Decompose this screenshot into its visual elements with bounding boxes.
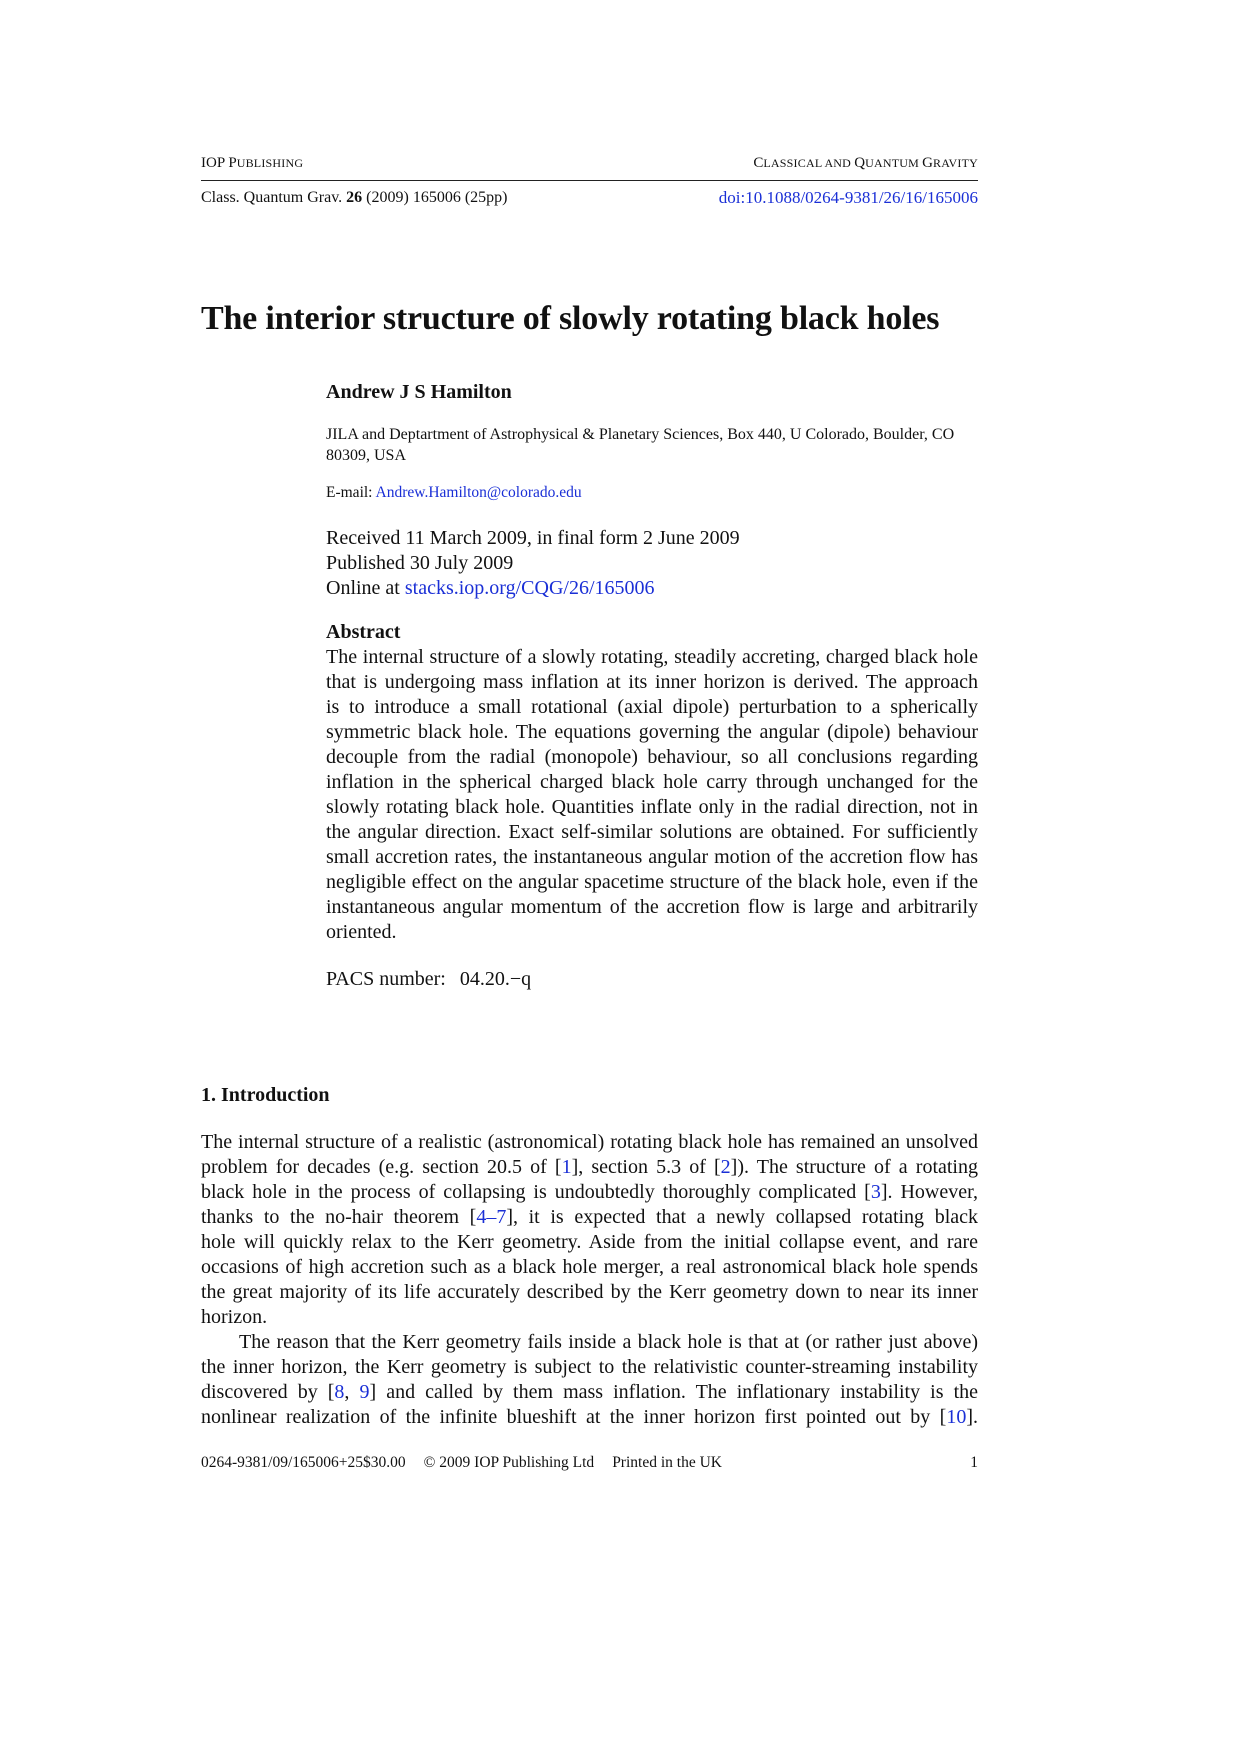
body-line	[201, 1280, 978, 1305]
body-text: horizon.	[201, 1306, 268, 1328]
section-body	[201, 1130, 978, 1430]
body-line	[201, 1205, 978, 1230]
abstract-line: decouple from the radial (monopole) behaviour, so all conclusions regarding	[326, 746, 978, 768]
footer-info	[201, 1454, 740, 1472]
publication-dates	[326, 526, 740, 601]
footer-copyright: © 2009 IOP Publishing Ltd	[423, 1454, 595, 1471]
pacs-value: 04.20.−q	[459, 968, 532, 990]
body-text: the great majority of its life accurately described by the Kerr geometry down to near its inner	[201, 1281, 978, 1303]
abstract-line: inflation in the spherical charged black hole carry through unchanged for the	[326, 771, 978, 793]
abstract-body	[326, 645, 978, 945]
abstract-heading: Abstract	[326, 621, 401, 643]
body-line	[201, 1180, 978, 1205]
body-text: ], it is expected that a newly collapsed rotating black	[506, 1206, 979, 1228]
email-line	[326, 484, 582, 502]
abstract-line: The internal structure of a slowly rotating, steadily accreting, charged black hole	[326, 646, 978, 668]
publisher-label: IOP PUBLISHING	[201, 155, 304, 171]
abstract-line: the angular direction. Exact self-similar solutions are obtained. For sufficiently	[326, 821, 978, 843]
abstract-line: small accretion rates, the instantaneous angular motion of the accretion flow has	[326, 846, 978, 868]
footer-printed: Printed in the UK	[612, 1454, 722, 1471]
section-heading: 1. Introduction	[201, 1084, 330, 1106]
body-text: The internal structure of a realistic (astronomical) rotating black hole has remained an unsolved	[201, 1131, 978, 1153]
reference-link[interactable]: 3	[870, 1181, 881, 1203]
body-line	[201, 1405, 978, 1430]
author-affiliation: JILA and Deptartment of Astrophysical & Planetary Sciences, Box 440, U Colorado, Boulder, CO 80309, USA	[326, 426, 955, 464]
pacs-label: PACS number:	[326, 968, 446, 990]
body-text: ,	[344, 1381, 360, 1403]
body-text: thanks to the no-hair theorem [	[201, 1206, 477, 1228]
online-link[interactable]: stacks.iop.org/CQG/26/165006	[404, 577, 655, 599]
pacs-line	[326, 968, 531, 991]
reference-link[interactable]: 4–7	[476, 1206, 507, 1228]
body-line	[201, 1330, 978, 1355]
reference-link[interactable]: 9	[359, 1381, 370, 1403]
author-name: Andrew J S Hamilton	[326, 381, 512, 403]
abstract-line: slowly rotating black hole. Quantities inflate only in the radial direction, not in	[326, 796, 978, 818]
journal-name: CLASSICAL AND QUANTUM GRAVITY	[753, 155, 978, 171]
body-text: ]. However,	[880, 1181, 978, 1203]
body-line	[201, 1380, 978, 1405]
body-text: problem for decades (e.g. section 20.5 of [	[201, 1156, 562, 1178]
body-text: black hole in the process of collapsing is undoubtedly thoroughly complicated [	[201, 1181, 871, 1203]
doi-link[interactable]: doi:10.1088/0264-9381/26/16/165006	[718, 188, 978, 207]
received-date: Received 11 March 2009, in final form 2 June 2009	[326, 527, 740, 549]
email-link[interactable]: Andrew.Hamilton@colorado.edu	[375, 484, 582, 501]
abstract-line: that is undergoing mass inflation at its inner horizon is derived. The approach	[326, 671, 978, 693]
body-text: ], section 5.3 of [	[571, 1156, 721, 1178]
abstract-line: symmetric black hole. The equations governing the angular (dipole) behaviour	[326, 721, 978, 743]
body-line	[201, 1155, 978, 1180]
body-text: The reason that the Kerr geometry fails inside a black hole is that at (or rather just above)	[239, 1331, 978, 1353]
body-text: hole will quickly relax to the Kerr geometry. Aside from the initial collapse event, and rare	[201, 1231, 978, 1253]
body-line	[201, 1130, 978, 1155]
body-text: discovered by [	[201, 1381, 335, 1403]
online-line: Online at stacks.iop.org/CQG/26/165006	[326, 577, 655, 599]
body-text: ].	[966, 1406, 978, 1428]
body-text: nonlinear realization of the infinite blueshift at the inner horizon first pointed out by [	[201, 1406, 947, 1428]
reference-link[interactable]: 1	[561, 1156, 572, 1178]
citation-line: Class. Quantum Grav. 26 (2009) 165006 (25pp)	[201, 189, 508, 206]
header-rule	[201, 180, 978, 181]
footer-code: 0264-9381/09/165006+25$30.00	[201, 1454, 406, 1471]
page-number: 1	[970, 1454, 978, 1471]
abstract-line: negligible effect on the angular spacetime structure of the black hole, even if the	[326, 871, 978, 893]
abstract-line: is to introduce a small rotational (axial dipole) perturbation to a spherically	[326, 696, 978, 718]
abstract-line: instantaneous angular momentum of the accretion flow is large and arbitrarily	[326, 896, 978, 918]
body-text: ]). The structure of a rotating	[730, 1156, 978, 1178]
paper-title: The interior structure of slowly rotating black holes	[201, 300, 940, 337]
published-date: Published 30 July 2009	[326, 552, 514, 574]
body-line	[201, 1355, 978, 1380]
abstract-line: oriented.	[326, 921, 397, 943]
reference-link[interactable]: 8	[334, 1381, 345, 1403]
reference-link[interactable]: 10	[946, 1406, 967, 1428]
body-line	[201, 1305, 978, 1330]
body-line	[201, 1255, 978, 1280]
body-line	[201, 1230, 978, 1255]
body-text: ] and called by them mass inflation. The inflationary instability is the	[369, 1381, 979, 1403]
reference-link[interactable]: 2	[720, 1156, 731, 1178]
body-text: the inner horizon, the Kerr geometry is subject to the relativistic counter-streaming instability	[201, 1356, 978, 1378]
body-text: occasions of high accretion such as a black hole merger, a real astronomical black hole spends	[201, 1256, 978, 1278]
email-label: E-mail:	[326, 484, 373, 501]
